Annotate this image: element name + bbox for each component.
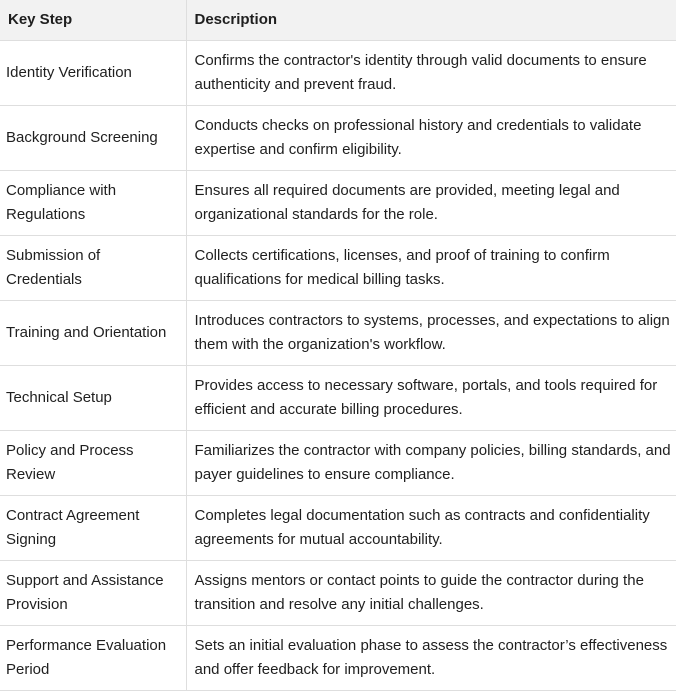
description-cell: Assigns mentors or contact points to guide the contractor during the transition and resolve any initial challenges. <box>186 561 676 626</box>
description-cell: Conducts checks on professional history and credentials to validate expertise and confirm eligibility. <box>186 106 676 171</box>
table-row <box>0 496 676 561</box>
description-cell: Provides access to necessary software, portals, and tools required for efficient and accurate billing procedures. <box>186 366 676 431</box>
table-row <box>0 561 676 626</box>
key-step-cell: Support and Assistance Provision <box>0 561 186 626</box>
key-step-cell: Policy and Process Review <box>0 431 186 496</box>
table-row <box>0 171 676 236</box>
description-cell: Introduces contractors to systems, processes, and expectations to align them with the organization's workflow. <box>186 301 676 366</box>
key-step-cell: Technical Setup <box>0 366 186 431</box>
table-row <box>0 431 676 496</box>
key-step-cell: Training and Orientation <box>0 301 186 366</box>
table-row <box>0 236 676 301</box>
description-cell: Sets an initial evaluation phase to assess the contractor’s effectiveness and offer feedback for improvement. <box>186 626 676 691</box>
key-step-cell: Performance Evaluation Period <box>0 626 186 691</box>
key-step-cell: Compliance with Regulations <box>0 171 186 236</box>
table-row <box>0 626 676 691</box>
description-cell: Completes legal documentation such as contracts and confidentiality agreements for mutual accountability. <box>186 496 676 561</box>
header-description: Description <box>186 0 676 41</box>
header-key-step: Key Step <box>0 0 186 41</box>
table-row <box>0 366 676 431</box>
description-cell: Ensures all required documents are provided, meeting legal and organizational standards for the role. <box>186 171 676 236</box>
table-row <box>0 106 676 171</box>
table-header-row <box>0 0 676 41</box>
description-cell: Confirms the contractor's identity through valid documents to ensure authenticity and prevent fraud. <box>186 41 676 106</box>
key-step-cell: Contract Agreement Signing <box>0 496 186 561</box>
key-step-cell: Background Screening <box>0 106 186 171</box>
table-row <box>0 301 676 366</box>
key-step-cell: Submission of Credentials <box>0 236 186 301</box>
description-cell: Collects certifications, licenses, and proof of training to confirm qualifications for medical billing tasks. <box>186 236 676 301</box>
table-row <box>0 41 676 106</box>
key-step-cell: Identity Verification <box>0 41 186 106</box>
description-cell: Familiarizes the contractor with company policies, billing standards, and payer guidelines to ensure compliance. <box>186 431 676 496</box>
